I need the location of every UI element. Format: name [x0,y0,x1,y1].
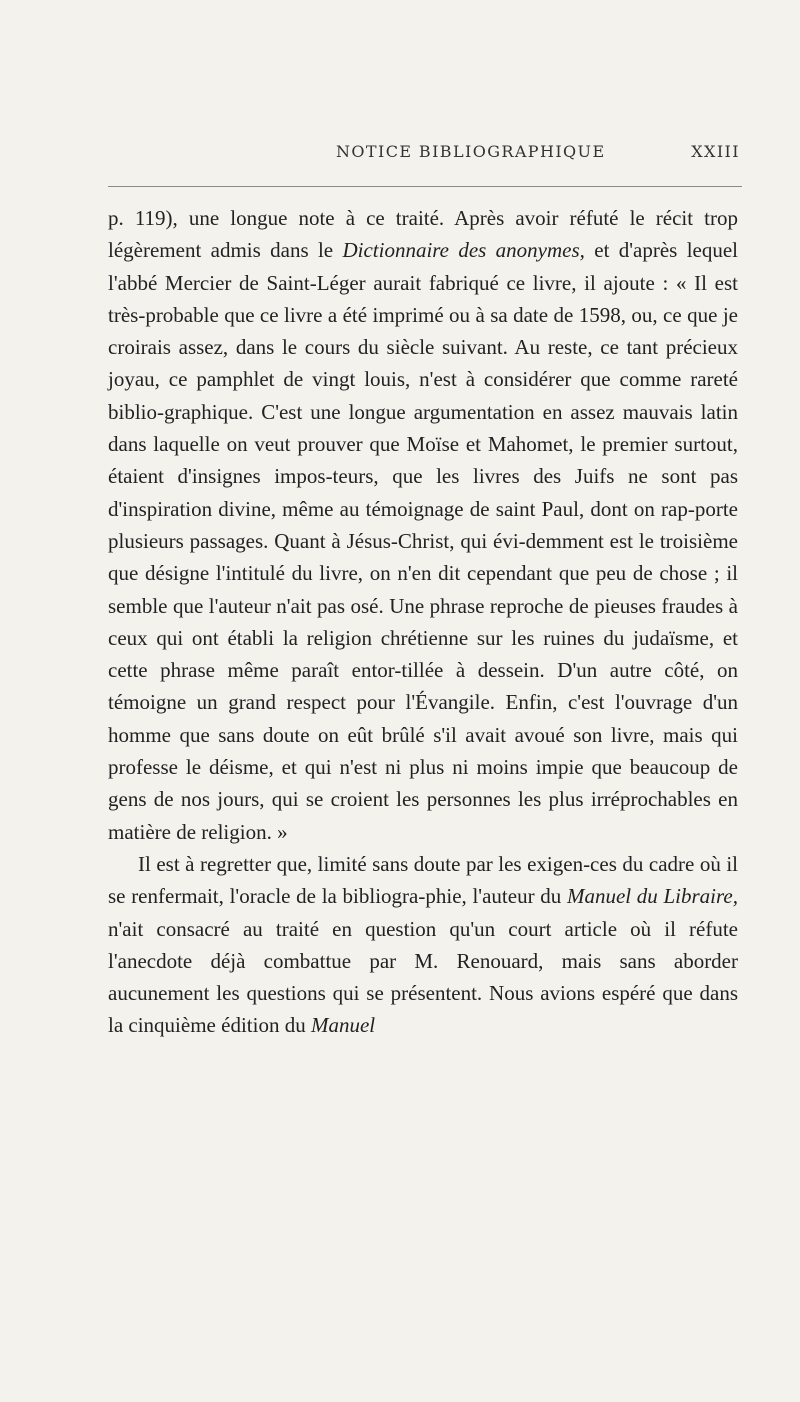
paragraph-1-text-2: et d'après lequel l'abbé Mercier de Saint-Léger aurait fabriqué ce livre, il ajoute : « Il est très-probable que ce livre a été imprimé ou à sa date de 1598, ou, ce que je croirais assez, dans le cours du siècle suivant. Au reste, ce tant précieux joyau, ce pamphlet de vingt louis, n'est à considérer que comme rareté biblio-graphique. C'est une longue argumentation en assez mauvais latin dans laquelle on veut prouver que Moïse et Mahomet, le premier surtout, étaient d'insignes impos-teurs, que les livres des Juifs ne sont pas d'inspiration divine, même au témoignage de saint Paul, dont on rap-porte plusieurs passages. Quant à Jésus-Christ, qui évi-demment est le troisième que désigne l'intitulé du livre, on n'en dit cependant que peu de chose ; il semble que l'auteur n'ait pas osé. Une phrase reproche de pieuses fraudes à ceux qui ont établi la religion chrétienne sur les ruines du judaïsme, et cette phrase même paraît entor-tillée à dessein. D'un autre côté, on témoigne un grand respect pour l'Évangile. Enfin, c'est l'ouvrage d'un homme que sans doute on eût brûlé s'il avait avoué son livre, mais qui professe le déisme, et qui n'est ni plus ni moins impie que beaucoup de gens de nos jours, qui se croient les personnes les plus irréprochables en matière de religion. » [108,238,739,844]
paragraph-2-text-2: n'ait consacré au traité en question qu'un court article où il réfute l'anecdote déjà combattue par M. Renouard, mais sans aborder aucunement les questions qui se présentent. Nous avions espéré que dans la cinquième édition du [108,916,738,1038]
paragraph-2-text-1: Il est à regretter que, limité sans doute par les exigen-ces du cadre où il se renfermait, l'oracle de la bibliogra-phie, l'auteur du [108,851,738,909]
page-number: XXIII [691,142,740,161]
paragraph-1-text-1: p. 119), une longue note à ce traité. Après avoir réfuté le récit trop légèrement admis dans le [108,206,738,263]
body-text [108,202,738,1042]
running-head-title: NOTICE BIBLIOGRAPHIQUE [336,142,606,161]
running-head [112,142,740,166]
title-manuel-du-libraire: Manuel du Libraire, [566,884,738,909]
title-manuel: Manuel [310,1013,376,1038]
header-rule [108,186,742,187]
paragraph-2 [108,848,738,1042]
title-dictionnaire-des-anonymes: Dictionnaire des anonymes, [342,238,585,263]
paragraph-1 [108,202,738,848]
